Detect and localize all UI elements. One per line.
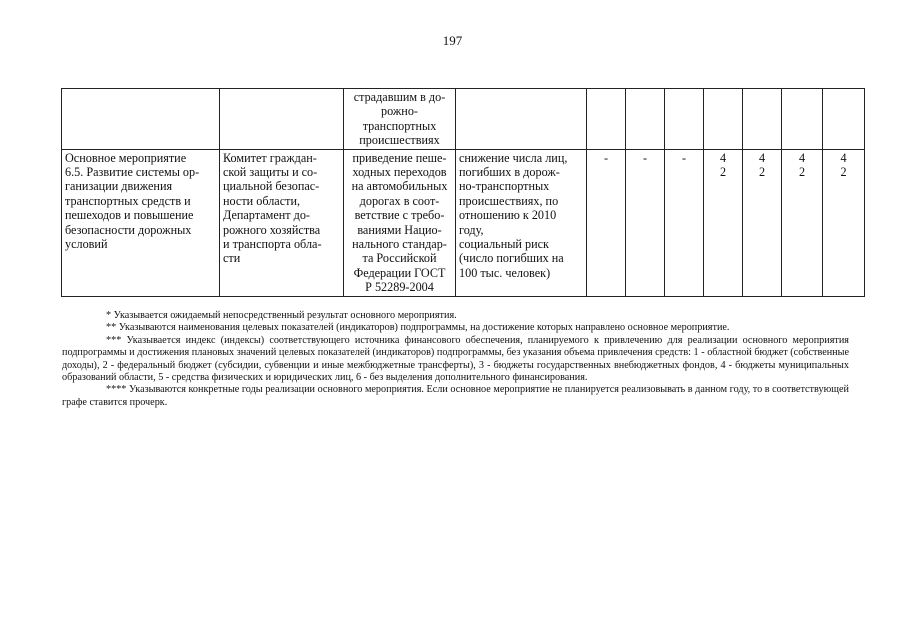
- cell-expected-result-continued: [344, 89, 456, 150]
- cell-target-indicator: [456, 149, 587, 296]
- cell-text-line: социальный риск: [459, 237, 549, 252]
- footnote: **** Указываются конкретные годы реализации основного мероприятия. Если основное мероприятие не планируется реализовывать в данном году, то в соответствующей графе ставится прочерк.: [62, 384, 849, 408]
- cell-empty: [665, 89, 704, 150]
- cell-year-value: [782, 149, 823, 296]
- cell-text-line: происшествиях, по: [459, 193, 559, 208]
- cell-empty: [626, 89, 665, 150]
- cell-text-line: ской защиты и со-: [223, 165, 318, 180]
- cell-activity-name: [62, 149, 220, 296]
- cell-text-line: Р 52289-2004: [365, 280, 434, 295]
- cell-text-line: происшествиях: [359, 133, 440, 148]
- year-digit: 2: [798, 165, 806, 180]
- cell-text-line: нального стандар-: [352, 237, 447, 252]
- cell-text-line: транспортных: [362, 118, 437, 133]
- cell-text-line: Департамент до-: [223, 208, 310, 223]
- year-digit: -: [642, 150, 648, 165]
- footnote: * Указывается ожидаемый непосредственный результат основного мероприятия.: [106, 310, 457, 321]
- cell-text-line: 100 тыс. человек): [459, 265, 551, 280]
- cell-text-line: году,: [459, 222, 484, 237]
- cell-text-line: сти: [223, 251, 241, 266]
- activities-table: [61, 88, 865, 297]
- cell-text-line: условий: [65, 237, 108, 252]
- cell-text-line: дорогах в соот-: [359, 193, 440, 208]
- footnotes: [62, 310, 849, 409]
- cell-text-line: отношению к 2010: [459, 208, 557, 223]
- cell-text-line: пешеходов и повышение: [65, 208, 194, 223]
- cell-text-line: транспортных средств и: [65, 193, 191, 208]
- cell-text-line: рожно-: [381, 104, 418, 119]
- cell-text-line: погибших в дорож-: [459, 165, 560, 180]
- cell-text-line: та Российской: [362, 251, 437, 266]
- cell-text-line: страдавшим в до-: [353, 90, 446, 104]
- year-digit: -: [603, 150, 609, 165]
- year-digit: -: [681, 150, 687, 165]
- cell-empty: [62, 89, 220, 150]
- cell-text-line: и транспорта обла-: [223, 237, 322, 252]
- year-digit: 4: [798, 150, 806, 165]
- year-digit: 4: [840, 150, 847, 165]
- year-digit: 2: [758, 165, 766, 180]
- cell-executor: [220, 149, 344, 296]
- cell-text-line: безопасности дорожных: [65, 222, 192, 237]
- cell-text-line: приведение пеше-: [352, 150, 447, 165]
- cell-text-line: 6.5. Развитие системы ор-: [65, 165, 200, 180]
- cell-text-line: рожного хозяйства: [223, 222, 321, 237]
- cell-empty: [587, 89, 626, 150]
- year-digit: 4: [719, 150, 727, 165]
- footnote: *** Указывается индекс (индексы) соответствующего источника финансового обеспечения, планируемого к привлечению для реализации основного мероприятия подпрограммы и достижения плановых значений целевых показателей (индикаторов) подпрограммы, без указания объема привлечения средств: 1 - областной бюджет (собственные доходы), 2 - федеральный бюджет (субсидии, субвенции и иные межбюджетные трансферты), 3 - бюджеты государственных внебюджетных фондов, 4 - бюджеты муниципальных образований области, 5 - средства физических и юридических лиц, 6 - без выделения дополнительного финансирования.: [62, 334, 849, 384]
- cell-year-value: [587, 149, 626, 296]
- cell-empty: [456, 89, 587, 150]
- cell-empty: [782, 89, 823, 150]
- cell-year-value: [665, 149, 704, 296]
- cell-empty: [704, 89, 743, 150]
- cell-empty: [823, 89, 865, 150]
- footnote: ** Указываются наименования целевых показателей (индикаторов) подпрограммы, на достижение которых направлено основное мероприятие.: [106, 322, 730, 334]
- cell-year-value: [704, 149, 743, 296]
- cell-text-line: ходных переходов: [352, 165, 447, 180]
- cell-text-line: ганизации движения: [65, 179, 173, 194]
- year-digit: 2: [719, 165, 727, 180]
- cell-text-line: Комитет граждан-: [223, 150, 317, 165]
- cell-text-line: ветствие с требо-: [354, 208, 445, 223]
- cell-text-line: (число погибших на: [459, 251, 564, 266]
- cell-empty: [220, 89, 344, 150]
- cell-text-line: ности области,: [223, 193, 301, 208]
- cell-text-line: Основное мероприятие: [65, 150, 187, 165]
- cell-text-line: на автомобильных: [351, 179, 448, 194]
- cell-text-line: но-транспортных: [459, 179, 550, 194]
- cell-text-line: циальной безопас-: [223, 179, 320, 194]
- cell-expected-result: [344, 149, 456, 296]
- table-row-activity-6-5: [62, 149, 865, 296]
- cell-text-line: ваниями Нацио-: [357, 222, 442, 237]
- table-row-continuation: [62, 89, 865, 150]
- cell-text-line: Федерации ГОСТ: [353, 265, 446, 280]
- cell-year-value: [743, 149, 782, 296]
- cell-text-line: снижение числа лиц,: [459, 150, 568, 165]
- year-digit: 4: [758, 150, 766, 165]
- cell-year-value: [626, 149, 665, 296]
- page-number: 197: [442, 33, 463, 48]
- year-digit: 2: [840, 165, 847, 180]
- cell-year-value: [823, 149, 865, 296]
- cell-empty: [743, 89, 782, 150]
